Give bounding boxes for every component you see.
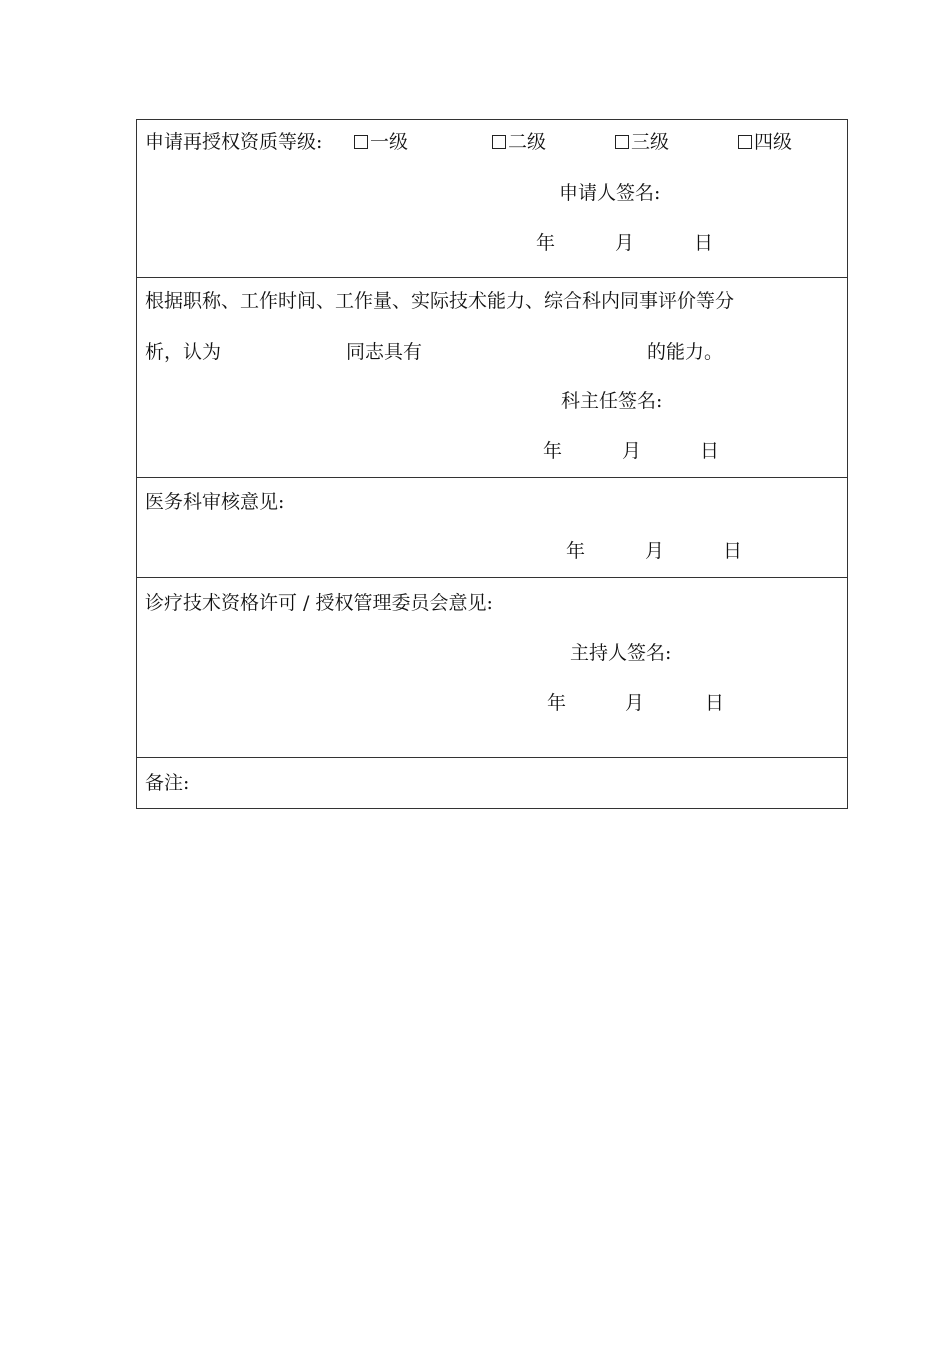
level-2-checkbox[interactable]	[492, 131, 546, 153]
evaluation-text-line1: 根据职称、工作时间、工作量、实际技术能力、综合科内同事评价等分	[145, 290, 735, 312]
section-remarks	[137, 758, 847, 808]
section-department-evaluation	[137, 278, 847, 478]
host-signature-label: 主持人签名:	[570, 642, 672, 664]
evaluation-text-line2-start: 析，认为	[145, 341, 222, 363]
director-signature-label: 科主任签名:	[561, 390, 663, 412]
level-4-checkbox[interactable]	[738, 131, 792, 153]
date-month: 月	[625, 692, 645, 714]
applicant-signature-label: 申请人签名:	[559, 182, 661, 204]
date-day: 日	[700, 440, 720, 462]
remarks-label: 备注:	[145, 772, 190, 794]
medical-affairs-review-label: 医务科审核意见:	[145, 491, 285, 513]
checkbox-icon	[738, 135, 752, 149]
section-medical-affairs-review	[137, 478, 847, 578]
authorization-form-table	[136, 119, 848, 809]
date-year: 年	[536, 232, 556, 254]
section-committee-opinion	[137, 578, 847, 758]
date-month: 月	[645, 540, 665, 562]
date-day: 日	[705, 692, 725, 714]
date-day: 日	[694, 232, 714, 254]
date-day: 日	[723, 540, 743, 562]
level-3-checkbox[interactable]	[615, 131, 669, 153]
date-year: 年	[547, 692, 567, 714]
evaluation-text-line2-middle: 同志具有	[346, 341, 423, 363]
level-1-checkbox[interactable]	[354, 131, 408, 153]
level-4-label: 四级	[754, 131, 793, 153]
level-2-label: 二级	[508, 131, 547, 153]
requested-level-label: 申请再授权资质等级:	[145, 131, 323, 153]
date-year: 年	[566, 540, 586, 562]
level-3-label: 三级	[631, 131, 670, 153]
section-requested-level	[137, 120, 847, 278]
level-1-label: 一级	[370, 131, 409, 153]
committee-opinion-label: 诊疗技术资格许可 / 授权管理委员会意见:	[145, 592, 493, 614]
checkbox-icon	[354, 135, 368, 149]
date-year: 年	[543, 440, 563, 462]
checkbox-icon	[492, 135, 506, 149]
date-month: 月	[615, 232, 635, 254]
date-month: 月	[622, 440, 642, 462]
checkbox-icon	[615, 135, 629, 149]
evaluation-text-line2-end: 的能力。	[647, 341, 724, 363]
